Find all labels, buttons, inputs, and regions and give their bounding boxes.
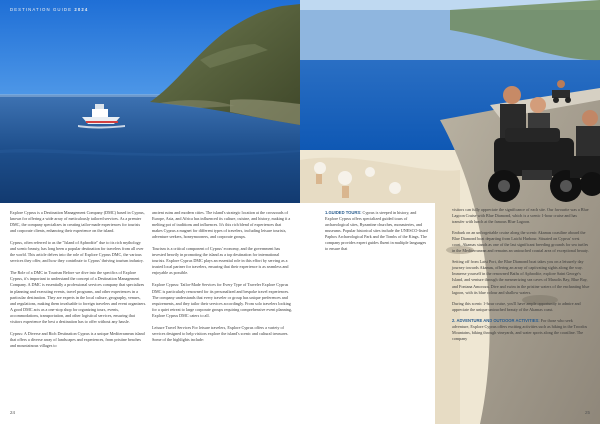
paragraph-text: For those who seek adventure, Explore Cyprus offers exciting activities such as hiking in the Troodos Mountains, biking through vineyards, and water sports along the coastline. The company (452, 317, 588, 341)
paragraph: Cyprus, often referred to as the "Island of Aphrodite" due to its rich mythology and scenic beauty, has long been a popular destination for travelers from all over the world. This article delves into the role of Explore Cyprus DMC, the various services they offer, and how they contribute to Cyprus' thriving tourism industry. (10, 240, 144, 264)
page-number-left: 24 (10, 410, 16, 415)
section-heading-guided-tours: 1.GUIDED TOURS: (325, 210, 362, 215)
paragraph: Setting off from Latsi Port, the Blue Diamond boat takes you on a leisurely day journey towards Akamas, offering an array of captivating sights along the way. Immerse yourself in the renowned Baths of Aphrodite, explore Saint George's Island, and venture through the mesmerizing sea caves of Manolis Bay, Blue Bay, and Fontana Amoroza. Dive and swim in the pristine waters of the enchanting blue lagoon, with its blue colour and shallow waters. (452, 259, 590, 295)
magazine-year: 2024 (74, 7, 89, 12)
paragraph (452, 318, 590, 342)
paragraph: Leisure Travel Services For leisure travelers, Explore Cyprus offers a variety of services designed to help visitors explore the island's scenic and cultural treasures. Some of the highlights include: (152, 324, 289, 342)
paragraph (325, 210, 428, 252)
paragraph: Explore Cyprus is a Destination Management Company (DMC) based in Cyprus, known for offering a wide array of meticulously tailored services. As a premier DMC, the company specializes in creating tailor-made experiences for tourists and corporate clients, enhancing their experience on the island. (10, 210, 145, 234)
article-column-3 (325, 210, 428, 258)
paragraph: Cyprus: A Diverse and Rich Destination Cyprus is a unique Mediterranean island that offers a diverse array of landscapes and experiences, from pristine beaches and mountainous villages to (10, 330, 145, 348)
paragraph: visitors can fully appreciate the significance of each site. Our favourite was a Blue Lagoon Cruise with Blue Diamond, which is a scenic 1-hour cruise and has transfer with lunch at the famous Blue Lagoon. (452, 207, 589, 225)
page-number-right: 25 (584, 410, 590, 415)
article-column-4 (452, 207, 590, 347)
section-heading-adventure: 2. ADVENTURE AND OUTDOOR ACTIVITIES: (452, 317, 540, 323)
paragraph: The Role of a DMC in Tourism Before we dive into the specifics of Explore Cyprus, it's important to understand the concept of a Destination Management Company. A DMC is essentially a professional services company that specializes in planning and executing events, travel programs, and other experiences in a particular destination. They are experts in the local culture, geography, venues, and regulations, making them invaluable to foreign travelers and event organizers. A good DMC acts as a one-stop shop for organizing tours, events, accommodations, transportation, and other logistical services, ensuring that visitors experience the best a destination has to offer without any hassle. (10, 270, 147, 324)
coastal-boat-illustration (0, 0, 300, 203)
paragraph: Explore Cyprus: Tailor-Made Services for Every Type of Traveler Explore Cyprus DMC is particularly renowned for its personalized and bespoke travel experiences. The company understands that every traveler or group has unique preferences and requirements, and they tailor their services accordingly. From solo travelers looking for a quiet retreat to large corporate groups requiring comprehensive event planning, Explore Cyprus DMC caters to all. (152, 282, 292, 318)
article-column-2 (152, 210, 292, 349)
paragraph: During this scenic 1-hour cruise, you'll have ample opportunity to admire and appreciate the unique untouched beauty of the Akamas coast. (452, 300, 581, 312)
paragraph: Tourism is a critical component of Cyprus' economy, and the government has invested heavily in promoting the island as a top destination for international tourists. Explore Cyprus DMC plays an essential role in this effort by serving as a trusted local partner for travelers, ensuring that their experience is as seamless and enjoyable as possible. (152, 246, 289, 276)
paragraph: Embark on an unforgettable cruise along the scenic Akamas coastline aboard the Blue Diamond boat departing from Latchi Harbour. Situated on Cyprus' west coast, Akamas stands as one of the last significant breeding grounds for sea turtles in the Mediterranean and remains an untouched coastal area of exceptional beauty. (452, 230, 589, 254)
magazine-header-label (10, 7, 88, 12)
paragraph: ancient ruins and modern cities. The island's strategic location at the crossroads of Europe, Asia, and Africa has influenced its culture, cuisine, and history, making it a melting pot of traditions and influences. It's this rich blend of experiences that makes Cyprus a magnet for different types of travelers, including leisure tourists, adventure seekers, honeymooners, and corporate groups. (152, 210, 291, 240)
coastal-boat-photo (0, 0, 300, 203)
magazine-name: DESTINATION GUIDE (10, 7, 73, 12)
paragraph-text: Cyprus is steeped in history, and Explore Cyprus offers specialized guided tours of archaeological sites, Byzantine churches, monasteries, and museums. Popular historical sites include the UNESCO-listed Paphos Archaeological Park and the Tombs of the Kings. The company provides expert guides fluent in multiple languages to ensure that (325, 210, 428, 252)
article-column-1 (10, 210, 147, 355)
